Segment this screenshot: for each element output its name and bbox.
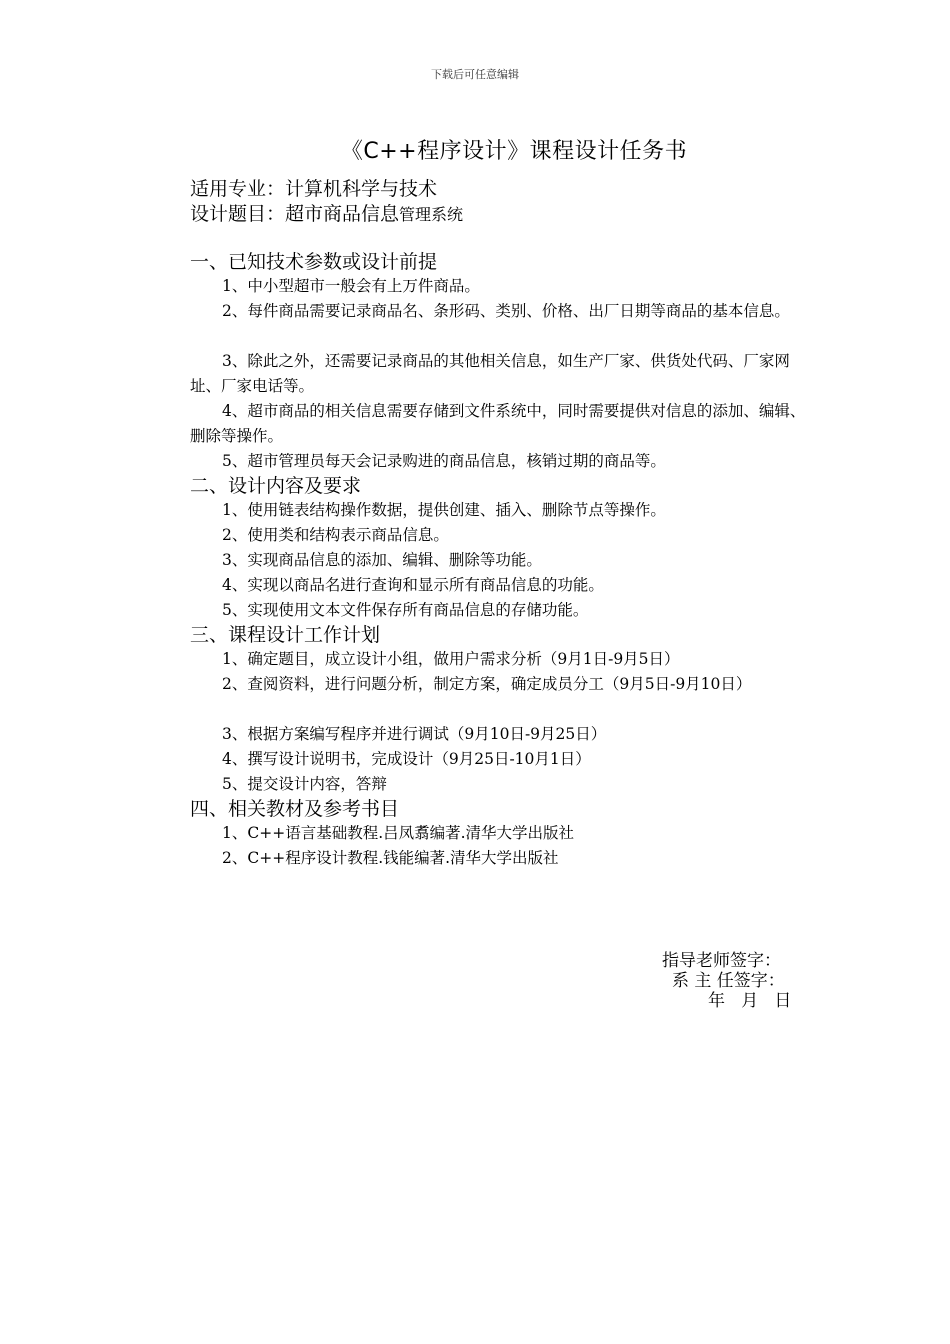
section-3-item-1: 1、确定题目，成立设计小组，做用户需求分析（9月1日-9月5日） <box>222 650 680 668</box>
section-1-item-1: 1、中小型超市一般会有上万件商品。 <box>222 277 480 295</box>
dept-head-signature-label: 系 主 任签字： <box>672 971 785 991</box>
section-heading-2: 二、设计内容及要求 <box>190 475 362 497</box>
section-3-item-5: 5、提交设计内容，答辩 <box>222 775 387 793</box>
signature-date: 年 月 日 <box>708 991 792 1011</box>
section-heading-3: 三、课程设计工作计划 <box>190 624 381 646</box>
major-label: 适用专业： <box>190 178 286 200</box>
section-2-item-3: 3、实现商品信息的添加、编辑、删除等功能。 <box>222 551 542 569</box>
section-heading-1: 一、已知技术参数或设计前提 <box>190 251 438 273</box>
advisor-signature-label: 指导老师签字： <box>662 951 781 971</box>
topic-value-tail: 管理系统 <box>399 205 464 224</box>
topic-label: 设计题目： <box>190 203 286 225</box>
topic-line <box>190 201 463 228</box>
document-title: 《C++程序设计》课程设计任务书 <box>340 139 688 164</box>
major-line <box>190 176 437 202</box>
section-2-item-4: 4、实现以商品名进行查询和显示所有商品信息的功能。 <box>222 576 604 594</box>
page-header-note: 下载后可任意编辑 <box>431 68 519 81</box>
section-1-item-2: 2、每件商品需要记录商品名、条形码、类别、价格、出厂日期等商品的基本信息。 <box>222 302 790 320</box>
section-2-item-5: 5、实现使用文本文件保存所有商品信息的存储功能。 <box>222 601 589 619</box>
major-value: 计算机科学与技术 <box>285 178 438 200</box>
section-4-item-2: 2、C++程序设计教程.钱能编著.清华大学出版社 <box>222 849 559 867</box>
section-1-item-5: 5、超市管理员每天会记录购进的商品信息，核销过期的商品等。 <box>222 452 666 470</box>
section-2-item-2: 2、使用类和结构表示商品信息。 <box>222 526 449 544</box>
section-1-item-3: 3、除此之外，还需要记录商品的其他相关信息，如生产厂家、供货处代码、厂家网址、厂家电话等。 <box>190 352 790 395</box>
section-1-item-4: 4、超市商品的相关信息需要存储到文件系统中，同时需要提供对信息的添加、编辑、删除等操作。 <box>190 402 806 445</box>
section-3-item-2: 2、查阅资料，进行问题分析，制定方案，确定成员分工（9月5日-9月10日） <box>222 675 752 693</box>
section-heading-4: 四、相关教材及参考书目 <box>190 798 400 820</box>
topic-value: 超市商品信息 <box>285 203 400 225</box>
section-2-item-1: 1、使用链表结构操作数据，提供创建、插入、删除节点等操作。 <box>222 501 666 519</box>
section-3-item-4: 4、撰写设计说明书，完成设计（9月25日-10月1日） <box>222 750 591 768</box>
section-4-item-1: 1、C++语言基础教程.吕凤翥编著.清华大学出版社 <box>222 824 575 842</box>
section-3-item-3: 3、根据方案编写程序并进行调试（9月10日-9月25日） <box>222 725 607 743</box>
